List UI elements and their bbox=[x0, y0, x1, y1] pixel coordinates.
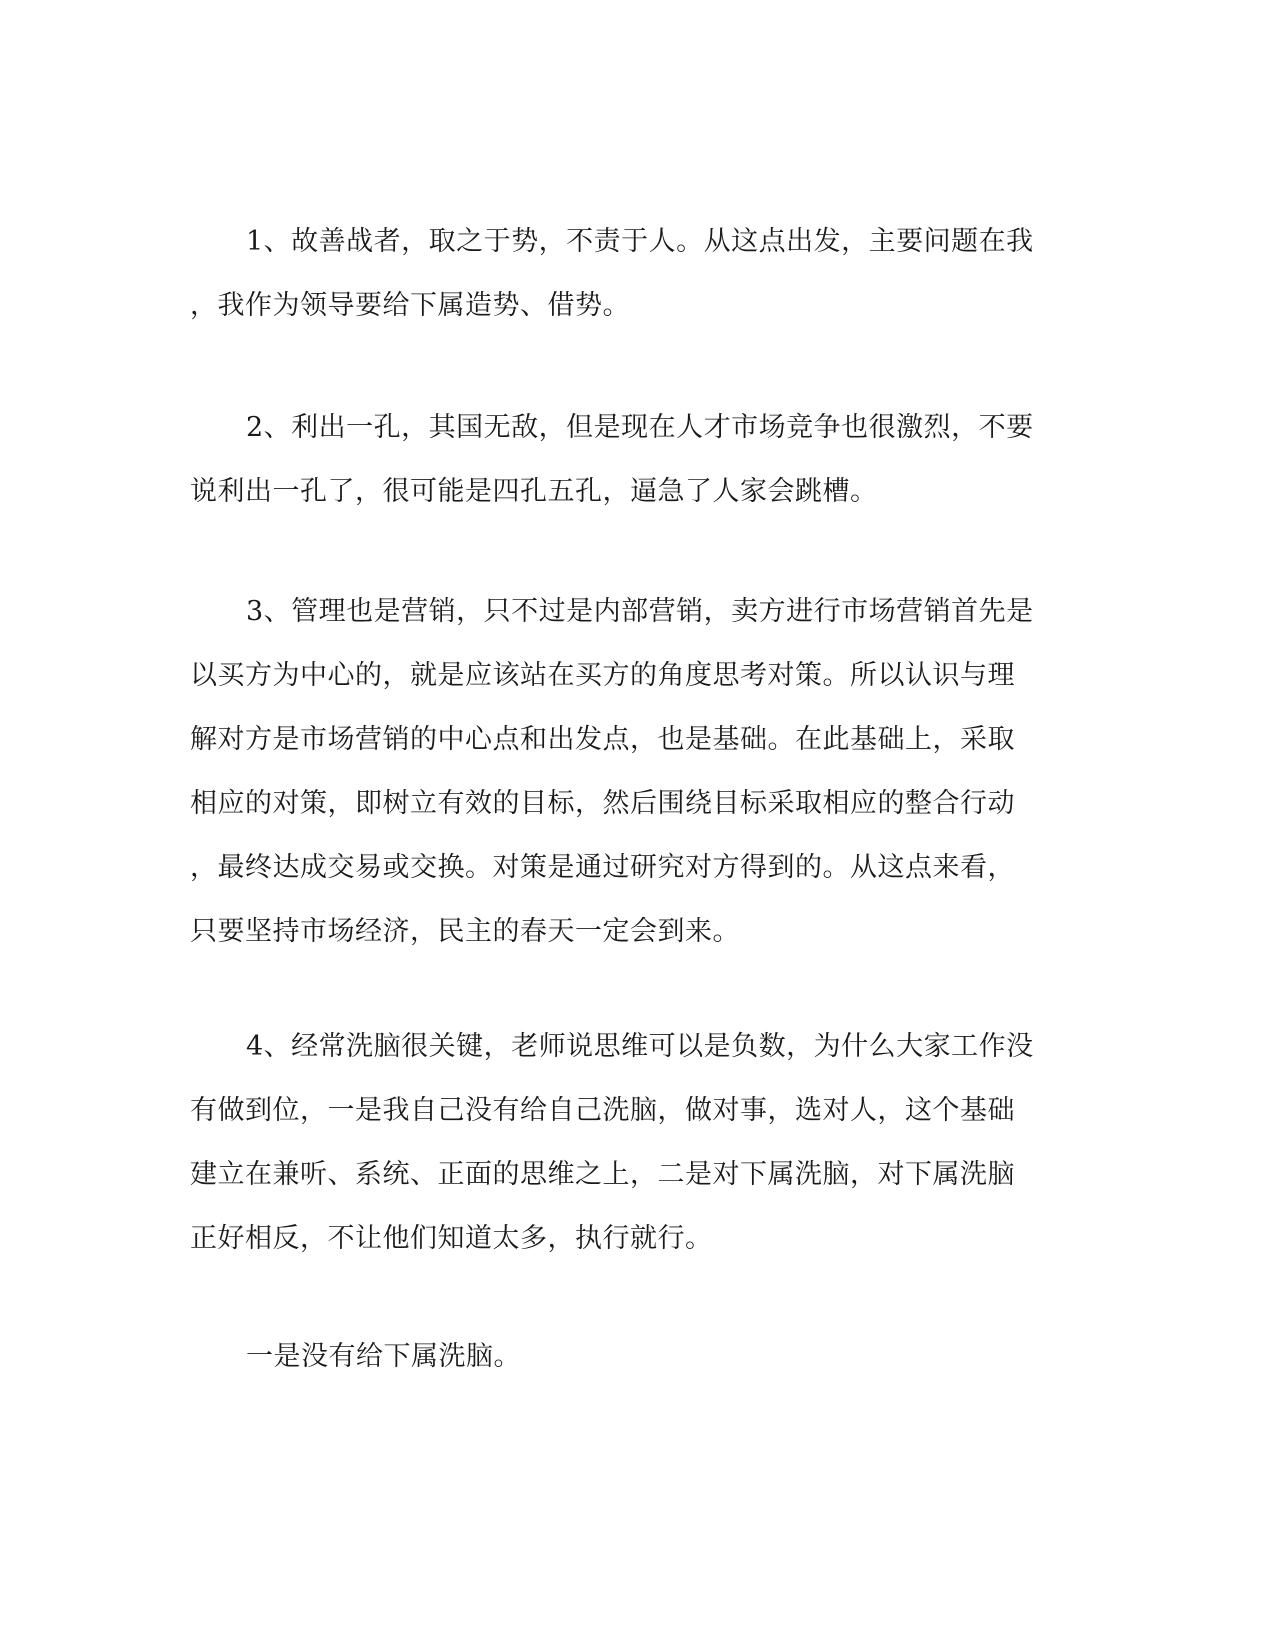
paragraph-5 bbox=[190, 1325, 1090, 1389]
text-line: 说利出一孔了，很可能是四孔五孔，逼急了人家会跳槽。 bbox=[190, 476, 878, 507]
text-line: ，我作为领导要给下属造势、借势。 bbox=[190, 290, 630, 321]
text-line: 建立在兼听、系统、正面的思维之上，二是对下属洗脑，对下属洗脑 bbox=[190, 1159, 1015, 1190]
paragraph-2 bbox=[190, 396, 1090, 524]
text-line: 2、利出一孔，其国无敌，但是现在人才市场竞争也很激烈，不要 bbox=[246, 412, 1034, 443]
text-line: ，最终达成交易或交换。对策是通过研究对方得到的。从这点来看， bbox=[190, 852, 1015, 883]
text-line: 一是没有给下属洗脑。 bbox=[246, 1341, 521, 1372]
text-line: 3、管理也是营销，只不过是内部营销，卖方进行市场营销首先是 bbox=[246, 596, 1034, 627]
paragraph-3 bbox=[190, 580, 1090, 964]
paragraph-1 bbox=[190, 210, 1090, 338]
text-line: 解对方是市场营销的中心点和出发点，也是基础。在此基础上，采取 bbox=[190, 724, 1015, 755]
text-line: 只要坚持市场经济，民主的春天一定会到来。 bbox=[190, 916, 740, 947]
paragraph-4 bbox=[190, 1015, 1090, 1271]
text-line: 正好相反，不让他们知道太多，执行就行。 bbox=[190, 1223, 713, 1254]
text-line: 以买方为中心的，就是应该站在买方的角度思考对策。所以认识与理 bbox=[190, 660, 1015, 691]
text-line: 有做到位，一是我自己没有给自己洗脑，做对事，选对人，这个基础 bbox=[190, 1095, 1015, 1126]
text-line: 1、故善战者，取之于势，不责于人。从这点出发，主要问题在我 bbox=[246, 226, 1034, 257]
text-line: 相应的对策，即树立有效的目标，然后围绕目标采取相应的整合行动 bbox=[190, 788, 1015, 819]
text-line: 4、经常洗脑很关键，老师说思维可以是负数，为什么大家工作没 bbox=[246, 1031, 1034, 1062]
